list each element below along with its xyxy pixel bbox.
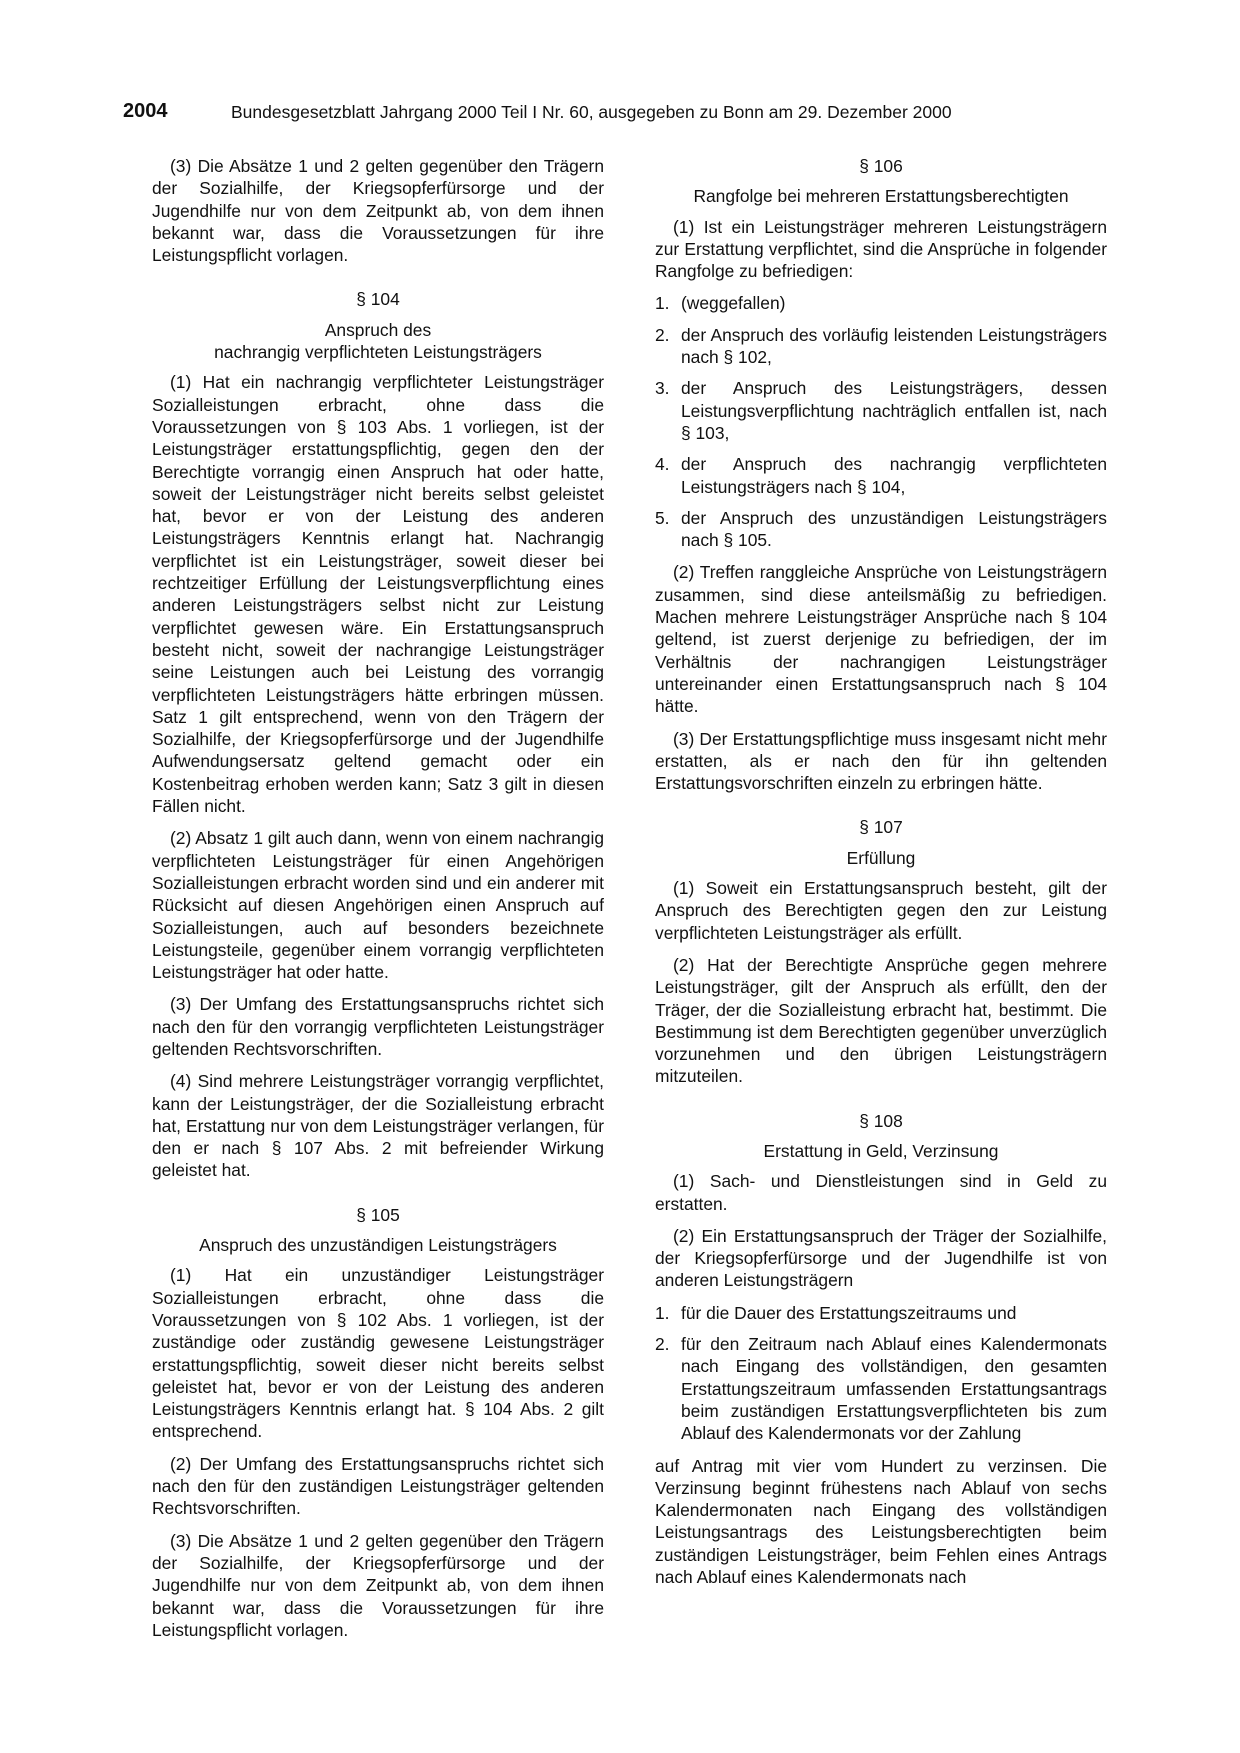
page-header (123, 100, 1123, 128)
section-number-105: § 105 (356, 1204, 400, 1225)
list-item (655, 453, 1107, 498)
section-number-106: § 106 (859, 156, 903, 176)
list-item (655, 1302, 1107, 1324)
page-number: 2004 (123, 100, 168, 122)
section-number-104: § 104 (356, 289, 400, 310)
running-title: Bundesgesetzblatt Jahrgang 2000 Teil I Nr. 60, ausgegeben zu Bonn am 29. Dezember 2000 (231, 102, 952, 122)
paragraph-104-3: (3) Der Umfang des Erstattungsanspruchs richtet sich nach den für den vorrangig verpflichteten Leistungsträger geltenden Rechtsvorschriften. (152, 994, 604, 1059)
list-item (655, 377, 1107, 444)
list-item-number: 1. (655, 1302, 670, 1323)
paragraph-108-2-continued: auf Antrag mit vier vom Hundert zu verzinsen. Die Verzinsung beginnt frühestens nach Ablauf von sechs Kalendermonaten nach Eingang des vollständigen Leistungsantrags des Leistungsberechtigten beim zuständigen Leistungsträger, beim Fehlen eines Antrags nach Ablauf eines Kalendermonats nach (655, 1455, 1107, 1588)
section-title-108: Erstattung in Geld, Verzinsung (763, 1140, 999, 1161)
section-title-104 (152, 319, 604, 364)
paragraph-104-4: (4) Sind mehrere Leistungsträger vorrangig verpflichtet, kann der Leistungsträger, der die Sozialleistung erbracht hat, Erstattung nur von dem Leistungsträger verlangen, für den er nach § 107 Abs. 2 mit befreiender Wirkung geleistet hat. (152, 1071, 604, 1181)
paragraph-107-1: (1) Soweit ein Erstattungsanspruch besteht, gilt der Anspruch des Berechtigten gegen den zur Leistung verpflichteten Leistungsträger als erfüllt. (655, 878, 1107, 943)
paragraph-106-2: (2) Treffen ranggleiche Ansprüche von Leistungsträgern zusammen, sind diese anteilsmäßig zu befriedigen. Machen mehrere Leistungsträger Ansprüche nach § 104 geltend, ist zuerst derjenige zu befriedigen, der im Verhältnis der nachrangigen Leistungsträger untereinander einen Erstattungsanspruch nach § 104 hätte. (655, 562, 1107, 717)
paragraph-106-3: (3) Der Erstattungspflichtige muss insgesamt nicht mehr erstatten, als er nach den für ihn geltenden Erstattungsvorschriften einzeln zu erbringen hätte. (655, 728, 1107, 794)
list-108 (655, 1302, 1107, 1445)
left-column (152, 155, 604, 1651)
list-item-text: der Anspruch des nachrangig verpflichteten Leistungsträgers nach § 104, (681, 454, 1107, 497)
list-item (655, 1333, 1107, 1444)
list-item-number: 5. (655, 507, 670, 528)
list-item-text: für die Dauer des Erstattungszeitraums und (681, 1302, 1017, 1323)
section-title-106: Rangfolge bei mehreren Erstattungsberechtigten (693, 186, 1069, 207)
section-title-105: Anspruch des unzuständigen Leistungsträgers (199, 1235, 557, 1256)
section-number-108: § 108 (859, 1110, 903, 1131)
list-item-text: (weggefallen) (681, 293, 786, 314)
paragraph-104-1: (1) Hat ein nachrangig verpflichteter Leistungsträger Sozialleistungen erbracht, ohne dass die Voraussetzungen von § 103 Abs. 1 vorliegen, ist der Leistungsträger erstattungspflichtig, gegen den der Berechtigte vorrangig einen Anspruch hat oder hatte, soweit der Leistungsträger nicht bereits selbst geleistet hat, bevor er von der Leistung des anderen Leistungsträgers Kenntnis erlangt hat. Nachrangig verpflichtet ist ein Leistungsträger, soweit dieser bei rechtzeitiger Erfüllung der Leistungsverpflichtung eines anderen Leistungsträgers selbst nicht zur Leistung verpflichtet gewesen wäre. Ein Erstattungsanspruch besteht nicht, soweit der nachrangige Leistungsträger seine Leistungen auch bei Leistung des vorrangig verpflichteten Leistungsträgers hätte erbringen müssen. Satz 1 gilt entsprechend, wenn von den Trägern der Sozialhilfe, der Kriegsopferfürsorge und der Jugendhilfe Aufwendungsersatz geltend gemacht oder ein Kostenbeitrag erhoben werden kann; Satz 3 gilt in diesen Fällen nicht. (152, 372, 604, 817)
paragraph-107-2: (2) Hat der Berechtigte Ansprüche gegen mehrere Leistungsträger, gilt der Anspruch als erfüllt, den der Träger, der die Sozialleistung erbracht hat, bestimmt. Die Bestimmung ist dem Berechtigten gegenüber unverzüglich vorzunehmen und den übrigen Leistungsträgern mitzuteilen. (655, 954, 1107, 1087)
list-item (655, 324, 1107, 369)
list-item-number: 2. (655, 324, 670, 345)
list-106 (655, 292, 1107, 551)
paragraph-104-2: (2) Absatz 1 gilt auch dann, wenn von einem nachrangig verpflichteten Leistungsträger für einen Angehörigen Sozialleistungen erbracht worden sind und ein anderer mit Rücksicht auf diesen Angehörigen einen Anspruch auf Sozialleistungen, auch auf besonders bezeichnete Leistungsteile, gegenüber einem vorrangig verpflichteten Leistungsträger hat oder hatte. (152, 828, 604, 983)
right-column (655, 155, 1107, 1598)
list-item-text: der Anspruch des Leistungsträgers, dessen Leistungsverpflichtung nachträglich entfallen ist, nach § 103, (681, 378, 1107, 443)
list-item (655, 292, 1107, 314)
list-item-text: der Anspruch des unzuständigen Leistungsträgers nach § 105. (681, 507, 1107, 551)
section-title-107: Erfüllung (846, 847, 916, 868)
list-item-number: 3. (655, 378, 670, 399)
list-item-text: der Anspruch des vorläufig leistenden Leistungsträgers nach § 102, (681, 324, 1107, 368)
paragraph-105-3: (3) Die Absätze 1 und 2 gelten gegenüber den Trägern der Sozialhilfe, der Kriegsopferfürsorge und der Jugendhilfe nur von dem Zeitpunkt ab, von dem ihnen bekannt war, dass die Voraussetzungen für ihre Leistungspflicht vorlagen. (152, 1530, 604, 1640)
paragraph-108-1: (1) Sach- und Dienstleistungen sind in Geld zu erstatten. (655, 1171, 1107, 1214)
section-title-104-line2: nachrangig verpflichteten Leistungsträgers (214, 342, 542, 363)
paragraph-106-1: (1) Ist ein Leistungsträger mehreren Leistungsträgern zur Erstattung verpflichtet, sind die Ansprüche in folgender Rangfolge zu befriedigen: (655, 216, 1107, 282)
list-item-number: 4. (655, 454, 670, 475)
list-item-text: für den Zeitraum nach Ablauf eines Kalendermonats nach Eingang des vollständigen, den gesamten Erstattungszeitraum umfassenden Erstattungsantrags beim zuständigen Erstattungsverpflichteten bis zum Ablauf des Kalendermonats vor der Zahlung (681, 1334, 1107, 1444)
list-item (655, 507, 1107, 552)
list-item-number: 1. (655, 293, 670, 314)
section-title-104-line1: Anspruch des (324, 319, 432, 340)
section-number-107: § 107 (859, 817, 903, 838)
list-item-number: 2. (655, 1334, 670, 1355)
paragraph-103-3: (3) Die Absätze 1 und 2 gelten gegenüber den Trägern der Sozialhilfe, der Kriegsopferfürsorge und der Jugendhilfe nur von dem Zeitpunkt ab, von dem ihnen bekannt war, dass die Voraussetzungen für ihre Leistungspflicht vorlagen. (152, 156, 604, 266)
paragraph-105-2: (2) Der Umfang des Erstattungsanspruchs richtet sich nach den für den zuständigen Leistungsträger geltenden Rechtsvorschriften. (152, 1453, 604, 1519)
paragraph-108-2: (2) Ein Erstattungsanspruch der Träger der Sozialhilfe, der Kriegsopferfürsorge und der Jugendhilfe ist von anderen Leistungsträgern (655, 1225, 1107, 1291)
paragraph-105-1: (1) Hat ein unzuständiger Leistungsträger Sozialleistungen erbracht, ohne dass die Voraussetzungen von § 102 Abs. 1 vorliegen, ist der zuständige oder zuständig gewesene Leistungsträger erstattungspflichtig, soweit dieser nicht bereits selbst geleistet hat, bevor er von der Leistung des anderen Leistungsträgers Kenntnis erlangt hat. § 104 Abs. 2 gilt entsprechend. (152, 1265, 604, 1442)
